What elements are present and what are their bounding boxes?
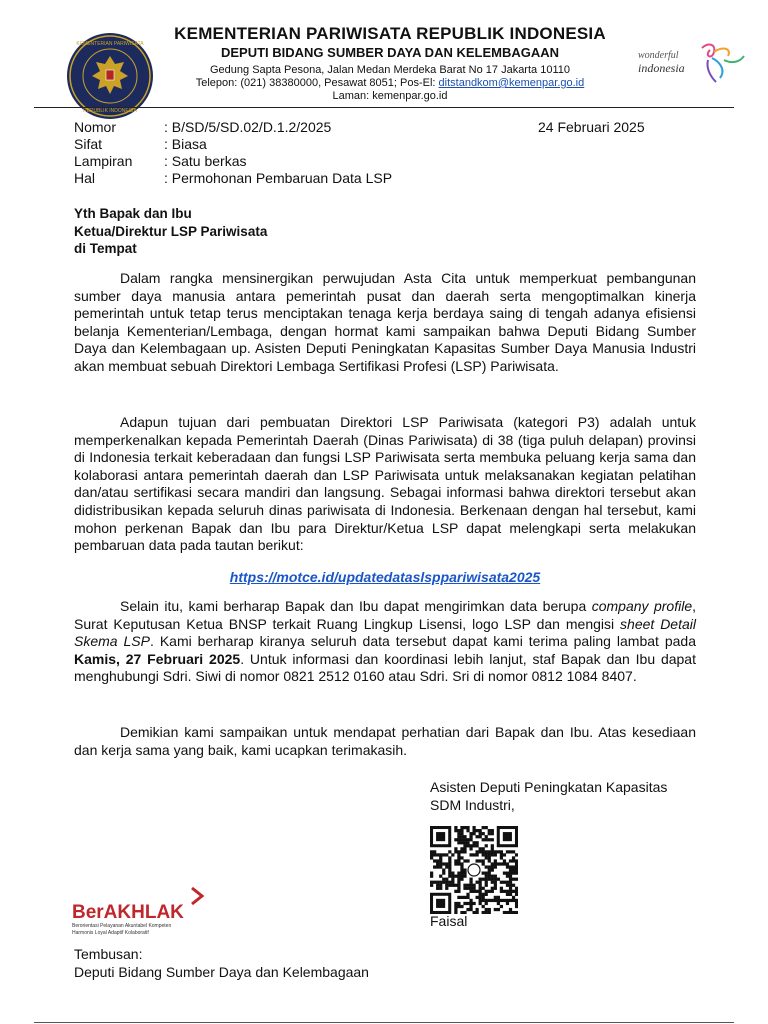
signer-title: Asisten Deputi Peningkatan Kapasitas: [430, 779, 668, 795]
berakhlak-logo-text: BerAKHLAK: [72, 902, 184, 923]
meta-row-nomor: [74, 119, 392, 136]
tembusan-block: [74, 946, 369, 981]
update-data-link[interactable]: https://motce.id/updatedataslsppariwisata2025: [229, 569, 541, 585]
letter-meta: [74, 119, 392, 187]
addressee-line: Ketua/Direktur LSP Pariwisata: [74, 223, 268, 239]
paragraph-text: Adapun tujuan dari pembuatan Direktori LSP Pariwisata (kategori P3) adalah untuk memperkenalkan kepada Pemerintah Daerah (Dinas Pariwisata) di 38 (tiga puluh delapan) provinsi di Indonesia terkait keberadaan dan fungsi LSP Pariwisata serta membuka peluang kerja sama dan kolaborasi antara pemerintah daerah dan LSP Pariwisata untuk melaksanakan kegiatan pelatihan dan/atau sertifikasi secara mandiri dan langsung. Sebagai informasi bahwa direktori tersebut akan didistribusikan kepada seluruh dinas pariwisata di Indonesia. Berkenaan dengan hal tersebut, kami mohon perkenan Bapak dan Ibu para Direktur/Ketua LSP dapat melengkapi serta melakukan pembaruan data pada tautan berikut:: [74, 414, 696, 554]
paragraph-text: Dalam rangka mensinergikan perwujudan Asta Cita untuk memperkuat pembangunan sumber daya manusia antara pemerintah pusat dan daerah serta mengoptimalkan kinerja pemerintah untuk tetap terus menciptakan tenaga kerja berdaya saing di tengah adanya efisiensi belanja Kementerian/Lembaga, dengan hormat kami sampaikan bahwa Deputi Bidang Sumber Daya dan Kelembagaan up. Asisten Deputi Peningkatan Kapasitas Sumber Daya Manusia Industri akan membuat sebuah Direktori Lembaga Sertifikasi Profesi (LSP) Pariwisata.: [74, 270, 696, 374]
letterhead-address: Gedung Sapta Pesona, Jalan Medan Merdeka Barat No 17 Jakarta 10110: [210, 64, 570, 76]
meta-label: Hal: [74, 170, 96, 186]
tembusan-item: Deputi Bidang Sumber Daya dan Kelembagaan: [74, 963, 369, 980]
signer-unit: SDM Industri,: [430, 796, 515, 813]
letterhead-subtitle: DEPUTI BIDANG SUMBER DAYA DAN KELEMBAGAAN: [220, 45, 560, 60]
letter-date: 24 Februari 2025: [538, 119, 645, 135]
wonderful-indonesia-logo-icon: [636, 40, 748, 86]
paragraph-text: . Untuk informasi dan koordinasi lebih lanjut, staf Bapak dan Ibu dapat menghubungi Sdri. Siwi di nomor 0821 2512 0160 atau Sdri. Sri di nomor 0812 1084 8407.: [74, 650, 696, 685]
svg-text:indonesia: indonesia: [638, 61, 685, 75]
meta-value: : Satu berkas: [164, 153, 247, 169]
paragraph-text: Selain itu, kami berharap Bapak dan Ibu dapat mengirimkan data berupa: [120, 598, 592, 614]
meta-label: Lampiran: [74, 153, 133, 169]
paragraph-italic: sheet Detail Skema LSP: [74, 615, 696, 650]
meta-label: Nomor: [74, 119, 117, 135]
letterhead-contact: [150, 77, 630, 90]
berakhlak-tagline: Berorientasi Pelayanan Akuntabel Kompeten: [72, 923, 172, 929]
letterhead-title: KEMENTERIAN PARIWISATA REPUBLIK INDONESIA: [174, 24, 606, 43]
addressee-line: Yth Bapak dan Ibu: [74, 206, 192, 221]
svg-text:KEMENTERIAN PARIWISATA: KEMENTERIAN PARIWISATA: [76, 41, 144, 47]
paragraph-text: . Kami berharap kiranya seluruh data tersebut dapat kami terima paling lambat pada: [149, 633, 696, 650]
svg-text:wonderful: wonderful: [638, 50, 679, 61]
update-data-link-row: [74, 569, 696, 585]
paragraph-italic: company profile: [591, 598, 693, 614]
addressee: [74, 205, 267, 258]
svg-text:REPUBLIK INDONESIA: REPUBLIK INDONESIA: [83, 108, 137, 114]
signature-block: [430, 779, 667, 814]
phone-text: Telepon: (021) 38380000, Pesawat 8051; Pos-El:: [195, 77, 439, 89]
body-paragraph-3: [74, 598, 696, 686]
email-link[interactable]: ditstandkom@kemenpar.go.id: [438, 77, 585, 89]
body-paragraph-2: [74, 414, 696, 555]
body-paragraph-4: [74, 724, 696, 759]
berakhlak-tagline: Harmonis Loyal Adaptif Kolaboratif: [72, 930, 149, 936]
addressee-line: di Tempat: [74, 241, 137, 256]
meta-row-hal: [74, 170, 392, 187]
berakhlak-logo-icon: [72, 886, 212, 940]
footer-rule: [34, 1022, 734, 1023]
header-rule: [34, 107, 734, 108]
signer-name: Faisal: [430, 913, 468, 929]
meta-label: Sifat: [74, 136, 103, 152]
paragraph-text: Demikian kami sampaikan untuk mendapat perhatian dari Bapak dan Ibu. Atas kesediaan dan kerja sama yang baik, kami ucapkan terimakasih.: [74, 724, 696, 758]
tembusan-label: Tembusan:: [74, 946, 143, 962]
meta-row-sifat: [74, 136, 392, 153]
body-paragraph-1: [74, 270, 696, 376]
meta-value: : Biasa: [164, 136, 207, 152]
meta-value: : B/SD/5/SD.02/D.1.2/2025: [164, 119, 332, 135]
letterhead-website: Laman: kemenpar.go.id: [332, 90, 448, 102]
meta-value: : Permohonan Pembaruan Data LSP: [164, 170, 393, 186]
meta-row-lampiran: [74, 153, 392, 170]
deadline-date: Kamis, 27 Februari 2025: [74, 650, 241, 667]
qr-code-icon: [430, 826, 518, 914]
paragraph-text: , Surat Keputusan Ketua BNSP terkait Ruang Lingkup Lisensi, logo LSP dan mengisi: [74, 598, 697, 632]
